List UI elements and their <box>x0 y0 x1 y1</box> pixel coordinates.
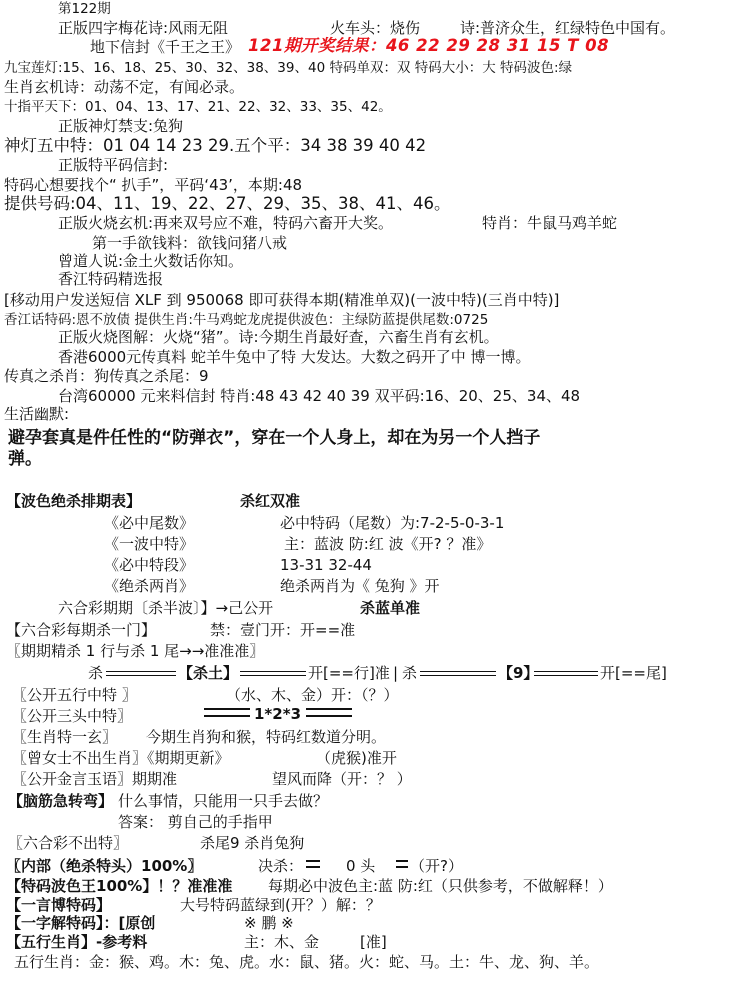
gongkai-wuxing-label: 〖公开五行中特 〗 <box>12 686 137 704</box>
wuxing-zhun: [准] <box>360 933 387 951</box>
kai-xing: 开[==行]准 <box>308 664 390 682</box>
bose-wang-label: 【特码波色王100%】！？准准准 <box>6 877 233 895</box>
liuhe-qiqi: 六合彩期期〔杀半波〕】→己公开 <box>58 599 274 617</box>
jueshao-label: 《绝杀两肖》 <box>104 577 195 595</box>
gongkai-sanwei-value: 1*2*3 <box>254 705 301 723</box>
wuxing-shengxiao-list: 五行生肖：金：猴、鸡。木：兔、虎。水：鼠、猪。火：蛇、马。土：牛、龙、狗、羊。 <box>14 953 600 971</box>
hongkong-line: 香港6000元传真料 蛇羊牛兔中了特 大发达。大数之码开了中 博一博。 <box>58 348 531 366</box>
shengxiao-yixuan-value: 今期生肖狗和猴，特码红数道分明。 <box>146 728 387 746</box>
xuanji-line: 生肖玄机诗：动荡不定，有闻必录。 <box>4 78 245 96</box>
gongkai-sanwei-label: 〖公开三头中特〗 <box>12 707 133 725</box>
taiwan-line: 台湾60000 元来料信封 特肖:48 43 42 40 39 双平码:16、20、25、34、48 <box>58 387 581 405</box>
bose-title: 杀红双准 <box>240 492 301 510</box>
nine-tag: 【9】 <box>498 664 539 682</box>
shendeng-wuzhong: 神灯五中特：01 04 14 23 29.五个平：34 38 39 40 42 <box>4 136 427 155</box>
qiqi-jing: 〖期期精杀 1 行与杀 1 尾→→准准准〗 <box>6 642 265 660</box>
yizi-value: ※ 鹏 ※ <box>244 914 294 932</box>
jueshao-value: 绝杀两肖为《 兔狗 》开 <box>280 577 440 595</box>
mobile-sms-line: [移动用户发送短信 XLF 到 950068 即可获得本期(精准单双)(一波中特)(三肖中特)] <box>4 291 560 309</box>
zeng-label: 〖曾女士不出生肖〗《期期更新》 <box>12 749 230 767</box>
yiyan-label: 【一言博特码】 <box>6 896 112 914</box>
xianghua-line: 香江话特码:恩不放债 提供生肖:牛马鸡蛇龙虎提供波色：主绿防蓝提供尾数:0725 <box>4 312 489 328</box>
joke-line-2: 弹。 <box>8 449 42 469</box>
jiubao-line: 九宝莲灯:15、16、18、25、30、32、38、39、40 特码单双：双 特码大小：大 特码波色:绿 <box>4 60 573 76</box>
tepingma-envelope: 正版特平码信封: <box>58 156 169 174</box>
naojin-answer: 答案： 剪自己的手指甲 <box>118 813 273 831</box>
bizhong-wei-label: 《必中尾数》 <box>104 514 195 532</box>
huoshao-texiao: 特肖：牛鼠马鸡羊蛇 <box>482 214 618 232</box>
zeng-value: （虎猴)准开 <box>316 749 397 767</box>
sha-tu: 【杀土】 <box>178 664 239 682</box>
yibo-value: 主：蓝波 防:红 波《开? ？准》 <box>284 535 492 553</box>
shenghuo-label: 生活幽默: <box>4 405 70 423</box>
heavy-rule <box>396 860 408 868</box>
bizhong-wei-value: 必中特码（尾数）为:7-2-5-0-3-1 <box>280 514 505 532</box>
liuhe-shayimen-label: 【六合彩每期杀一门】 <box>6 621 157 639</box>
bose-wang-value: 每期必中波色主:蓝 防:红（只供参考，不做解释！） <box>268 877 613 895</box>
jinyan-label: 〖公开金言玉语〗期期准 <box>12 770 178 788</box>
heavy-rule <box>306 860 320 868</box>
huoshao-xuanji: 正版火烧玄机:再来双号应不难，特码六畜开大奖。 <box>58 214 394 232</box>
heavy-rule <box>306 708 352 717</box>
cengdao-line: 曾道人说:金土火数话你知。 <box>58 252 244 270</box>
neibu-value-c: （开?） <box>410 857 463 875</box>
liuhe-shayimen-value: 禁：壹门开：开==准 <box>210 621 356 639</box>
neibu-label: 〖内部（绝杀特头）100%〗 <box>6 857 203 875</box>
shengxiao-yixuan-label: 〖生肖特一玄〗 <box>12 728 118 746</box>
double-rule <box>240 671 306 676</box>
naojin-label: 【脑筋急转弯】 <box>8 792 114 810</box>
poem-left: 正版四字梅花诗:风雨无阻 <box>58 19 229 37</box>
tigong-haoma: 提供号码:04、11、19、22、27、29、35、38、41、46。 <box>4 194 451 213</box>
double-rule <box>106 671 176 676</box>
yiyan-value: 大号特码蓝绿到(开？）解：？ <box>180 896 381 914</box>
xinxiang-line: 特码心想要找个“ 扒手”，平码‘43’，本期:48 <box>4 176 303 194</box>
naojin-question: 什么事情，只能用一只手去做？ <box>118 792 329 810</box>
shizhi-line: 十指平天下：01、04、13、17、21、22、32、33、35、42。 <box>4 99 392 115</box>
yibo-label: 《一波中特》 <box>104 535 195 553</box>
sha-a: 杀 <box>88 664 104 682</box>
neibu-value-a: 决杀： <box>258 857 304 875</box>
buchu-value: 杀尾9 杀肖兔狗 <box>200 834 305 852</box>
bizhong-duan-value: 13-31 32-44 <box>280 556 372 574</box>
kai-wei: 开[==尾] <box>600 664 667 682</box>
separator: | <box>393 664 399 682</box>
neibu-value-b: 0 头 <box>346 857 376 875</box>
issue-number: 第122期 <box>58 1 111 17</box>
yizi-label: 【一字解特码】：[原创 <box>6 914 156 932</box>
heavy-rule <box>204 708 250 717</box>
draw-result: 121期开奖结果：46 22 29 28 31 15 T 08 <box>248 36 610 55</box>
jinyan-value: 望风而降（开：？ ） <box>272 770 412 788</box>
joke-line-1: 避孕套真是件任性的“防弹衣”，穿在一个人身上，却在为另一个人挡子 <box>8 428 541 448</box>
double-rule <box>534 671 598 676</box>
double-rule <box>420 671 496 676</box>
xiangjiang-title: 香江特码精选报 <box>58 270 164 288</box>
sha-b: 杀 <box>402 664 418 682</box>
wuxing-value: 主：木、金 <box>244 933 320 951</box>
underground-envelope: 地下信封《千王之王》 <box>90 38 241 56</box>
huoshao-tujie: 正版火烧图解：火烧“猪”。诗:今期生肖最好查，六畜生肖有玄机。 <box>58 328 499 346</box>
poem-mid: 火车头：烧伤 <box>330 19 421 37</box>
poem-right: 诗:普济众生，红绿特色中国有。 <box>460 19 676 37</box>
shendeng-jinzhi: 正版神灯禁支:兔狗 <box>58 117 184 135</box>
sha-lan: 杀蓝单准 <box>360 599 421 617</box>
gongkai-wuxing-value: （水、木、金）开：（？） <box>226 686 399 704</box>
chuanzhen-line: 传真之杀肖：狗传真之杀尾：9 <box>4 367 209 385</box>
diyishou-line: 第一手欲钱料：欲钱问猪八戒 <box>92 234 288 252</box>
bose-label: 【波色绝杀排期表】 <box>6 492 142 510</box>
bizhong-duan-label: 《必中特段》 <box>104 556 195 574</box>
buchu-label: 〖六合彩不出特〗 <box>8 834 129 852</box>
wuxing-label: 【五行生肖】-参考料 <box>6 933 148 951</box>
